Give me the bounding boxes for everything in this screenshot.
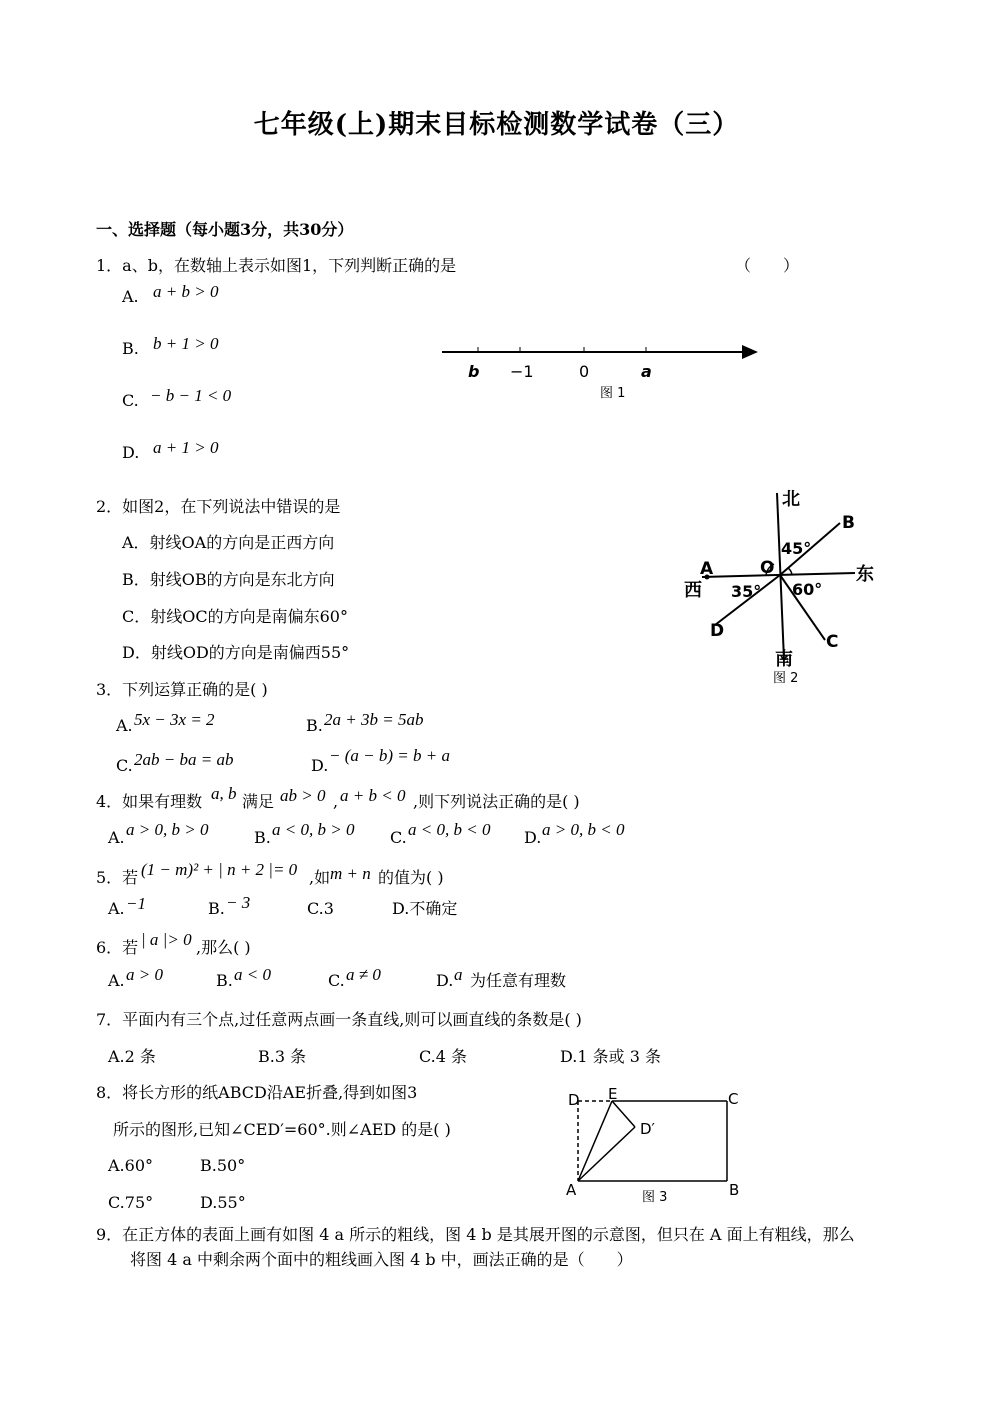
q4-stem-mid: 满足 bbox=[242, 792, 275, 811]
number-line-label-minus-one: −1 bbox=[510, 362, 534, 381]
rect-point-d-label: D bbox=[568, 1091, 580, 1109]
q3-option-c-label: C. bbox=[116, 756, 133, 775]
q5-option-a-expr: −1 bbox=[126, 894, 146, 913]
q6-stem-prefix: 6．若 bbox=[96, 938, 139, 957]
q5-var: m + n bbox=[330, 864, 371, 883]
q8-option-d: D.55° bbox=[200, 1193, 246, 1212]
q5-expr: (1 − m)² + | n + 2 |= 0 bbox=[141, 860, 298, 879]
angle-45-label: 45° bbox=[781, 539, 812, 558]
q7-option-a: A.2 条 bbox=[108, 1047, 156, 1066]
q5-option-b-label: B. bbox=[208, 899, 225, 918]
q4-option-b-label: B. bbox=[254, 828, 271, 847]
number-line-label-a: a bbox=[641, 362, 652, 381]
q4-stem-suffix: ,则下列说法正确的是( ) bbox=[413, 792, 580, 811]
q8-option-a: A.60° bbox=[108, 1156, 153, 1175]
q5-stem-mid: ,如 bbox=[309, 868, 331, 887]
q4-option-d-expr: a > 0, b < 0 bbox=[542, 820, 625, 839]
q4-condition-1: ab > 0 bbox=[280, 786, 326, 805]
q5-option-b-expr: − 3 bbox=[226, 893, 251, 912]
q9-stem-line1: 9．在正方体的表面上画有如图 4 a 所示的粗线，图 4 b 是其展开图的示意图，但只在 A 面上有粗线，那么 bbox=[96, 1225, 855, 1244]
q6-stem-suffix: ,那么( ) bbox=[196, 938, 251, 957]
figure-1-caption: 图 1 bbox=[600, 386, 626, 401]
q6-option-a-label: A. bbox=[108, 971, 125, 990]
q5-stem-prefix: 5．若 bbox=[96, 868, 139, 887]
q6-expr: | a |> 0 bbox=[141, 930, 192, 949]
number-line-label-zero: 0 bbox=[579, 362, 590, 381]
q5-option-c: C.3 bbox=[307, 899, 334, 918]
q3-option-d-label: D. bbox=[311, 756, 329, 775]
q4-stem-prefix: 4．如果有理数 bbox=[96, 792, 203, 811]
compass-east-label: 东 bbox=[856, 564, 874, 585]
q2-option-a: A．射线OA的方向是正西方向 bbox=[122, 533, 335, 552]
point-d-label: D bbox=[710, 621, 725, 641]
q7-option-d: D.1 条或 3 条 bbox=[560, 1047, 661, 1066]
q6-option-d-tail: 为任意有理数 bbox=[470, 971, 567, 990]
q1-option-b-expr: b + 1 > 0 bbox=[153, 334, 219, 353]
point-b-label: B bbox=[842, 513, 855, 533]
q4-vars: a, b bbox=[211, 784, 237, 803]
q1-stem: 1．a、b，在数轴上表示如图1，下列判断正确的是 bbox=[96, 256, 457, 275]
q3-option-a-expr: 5x − 3x = 2 bbox=[134, 710, 215, 729]
q4-option-c-expr: a < 0, b < 0 bbox=[408, 820, 491, 839]
angle-35-label: 35° bbox=[731, 582, 762, 601]
point-a-label: A bbox=[700, 559, 714, 579]
q2-option-b: B．射线OB的方向是东北方向 bbox=[122, 570, 335, 589]
q1-option-c-expr: − b − 1 < 0 bbox=[150, 386, 232, 405]
figure-2-caption: 图 2 bbox=[773, 671, 799, 686]
rect-point-c-label: C bbox=[728, 1090, 739, 1108]
q4-option-c-label: C. bbox=[390, 828, 407, 847]
page-title: 七年级(上)期末目标检测数学试卷（三） bbox=[253, 110, 740, 140]
q4-option-a-label: A. bbox=[108, 828, 125, 847]
q3-option-c-expr: 2ab − ba = ab bbox=[134, 750, 234, 769]
section-heading: 一、选择题（每小题3分，共30分） bbox=[96, 220, 354, 239]
q1-option-b-label: B. bbox=[122, 339, 139, 358]
q8-option-b: B.50° bbox=[200, 1156, 246, 1175]
angle-60-label: 60° bbox=[792, 580, 823, 599]
point-c-label: C bbox=[826, 632, 839, 652]
folded-rectangle-figure bbox=[560, 1085, 750, 1205]
rect-point-d-prime-label: D′ bbox=[640, 1120, 655, 1138]
q8-stem-line1: 8．将长方形的纸ABCD沿AE折叠,得到如图3 bbox=[96, 1083, 418, 1102]
number-line-label-b: b bbox=[468, 362, 480, 381]
compass-west-label: 西 bbox=[684, 580, 702, 601]
compass-figure bbox=[670, 485, 890, 690]
q6-option-b-label: B. bbox=[216, 971, 233, 990]
q3-option-b-expr: 2a + 3b = 5ab bbox=[324, 710, 424, 729]
q3-option-a-label: A. bbox=[116, 716, 133, 735]
q1-option-d-label: D. bbox=[122, 443, 140, 462]
q6-option-d-label: D. bbox=[436, 971, 454, 990]
q7-option-b: B.3 条 bbox=[258, 1047, 307, 1066]
q2-option-c: C．射线OC的方向是南偏东60° bbox=[122, 607, 348, 626]
rect-point-b-label: B bbox=[729, 1181, 740, 1199]
q3-option-d-expr: − (a − b) = b + a bbox=[329, 746, 450, 765]
figure-3-caption: 图 3 bbox=[642, 1190, 668, 1205]
q7-stem: 7．平面内有三个点,过任意两点画一条直线,则可以画直线的条数是( ) bbox=[96, 1010, 582, 1029]
q1-option-a-label: A. bbox=[122, 287, 139, 306]
q2-option-d: D．射线OD的方向是南偏西55° bbox=[122, 643, 350, 662]
q5-option-d: D.不确定 bbox=[392, 899, 458, 918]
compass-south-label: 南 bbox=[775, 649, 793, 670]
q9-stem-line2: 将图 4 a 中剩余两个面中的粗线画入图 4 b 中，画法正确的是（ ） bbox=[130, 1250, 633, 1269]
rect-point-e-label: E bbox=[608, 1085, 618, 1103]
q1-option-d-expr: a + 1 > 0 bbox=[153, 438, 219, 457]
rect-point-a-label: A bbox=[566, 1181, 577, 1199]
q5-stem-suffix: 的值为( ) bbox=[378, 868, 444, 887]
q6-option-d-expr: a bbox=[454, 965, 463, 984]
q6-option-a-expr: a > 0 bbox=[126, 965, 163, 984]
q2-stem: 2．如图2，在下列说法中错误的是 bbox=[96, 497, 341, 516]
q3-option-b-label: B. bbox=[306, 716, 323, 735]
q5-option-a-label: A. bbox=[108, 899, 125, 918]
q4-option-a-expr: a > 0, b > 0 bbox=[126, 820, 209, 839]
q6-option-c-label: C. bbox=[328, 971, 345, 990]
q4-option-b-expr: a < 0, b > 0 bbox=[272, 820, 355, 839]
q1-option-a-expr: a + b > 0 bbox=[153, 282, 219, 301]
q8-stem-line2: 所示的图形,已知∠CED′=60°.则∠AED 的是( ) bbox=[113, 1120, 451, 1139]
q7-option-c: C.4 条 bbox=[419, 1047, 468, 1066]
q8-option-c: C.75° bbox=[108, 1193, 154, 1212]
q6-option-b-expr: a < 0 bbox=[234, 965, 271, 984]
point-o-label: O bbox=[760, 558, 775, 578]
q1-answer-paren: （ ） bbox=[735, 256, 800, 275]
q1-option-c-label: C. bbox=[122, 391, 139, 410]
number-line-figure bbox=[430, 335, 770, 405]
q6-option-c-expr: a ≠ 0 bbox=[346, 965, 381, 984]
q3-stem: 3．下列运算正确的是( ) bbox=[96, 680, 268, 699]
compass-north-label: 北 bbox=[782, 489, 800, 510]
q4-option-d-label: D. bbox=[524, 828, 542, 847]
q4-condition-2: a + b < 0 bbox=[340, 786, 406, 805]
